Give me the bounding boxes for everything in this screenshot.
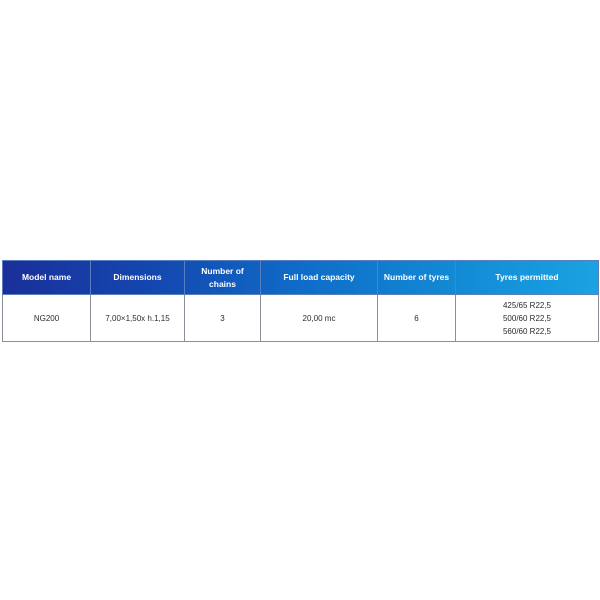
cell-model-name: NG200	[3, 295, 91, 342]
cell-number-of-chains: 3	[185, 295, 261, 342]
tyre-size: 500/60 R22,5	[502, 313, 552, 323]
cell-number-of-tyres: 6	[378, 295, 456, 342]
header-dimensions: Dimensions	[91, 261, 185, 295]
table-body	[3, 295, 599, 342]
cell-full-load-capacity: 20,00 mc	[261, 295, 378, 342]
cell-tyres-permitted	[456, 295, 599, 342]
header-number-of-tyres: Number of tyres	[378, 261, 456, 295]
spec-table	[2, 260, 599, 342]
header-tyres-permitted: Tyres permitted	[456, 261, 599, 295]
table-header	[3, 261, 599, 295]
cell-dimensions: 7,00×1,50x h.1,15	[91, 295, 185, 342]
header-model-name: Model name	[3, 261, 91, 295]
header-number-of-chains: Number of chains	[185, 261, 261, 295]
tyre-size: 425/65 R22,5	[502, 300, 552, 310]
header-row	[3, 261, 599, 295]
tyre-size: 560/60 R22,5	[502, 326, 552, 336]
table-row	[3, 295, 599, 342]
header-full-load-capacity: Full load capacity	[261, 261, 378, 295]
